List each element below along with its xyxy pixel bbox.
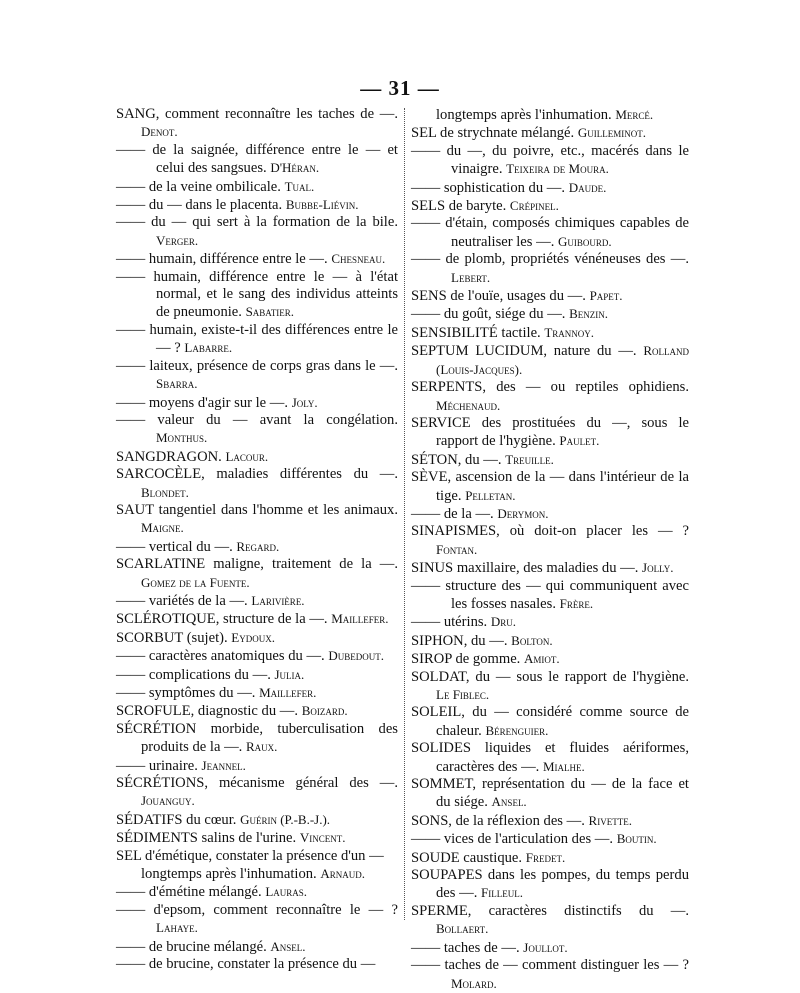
entry-author: Sabatier. — [245, 304, 295, 320]
entry-text: SCROFULE, diagnostic du —. — [116, 703, 299, 720]
entry-author: Tual. — [284, 178, 315, 194]
entry-author: Lahaye. — [156, 920, 198, 936]
index-entry — [116, 358, 398, 394]
entry-text: —— de brucine mélangé. — [116, 938, 267, 955]
entry-text: —— de plomb, propriétés vénéneuses des —. — [411, 251, 689, 268]
index-entry — [116, 829, 398, 847]
index-entry — [116, 775, 398, 811]
entry-author: Sbarra. — [156, 376, 198, 392]
index-entry — [411, 324, 689, 342]
entry-author: Maillefer. — [331, 611, 389, 627]
index-entry — [116, 757, 398, 775]
index-entry — [411, 903, 689, 939]
entry-text: SÉCRÉTIONS, mécanisme général des —. — [116, 775, 398, 792]
entry-author: Derymon. — [497, 505, 549, 521]
entry-author: Trannoy. — [544, 324, 595, 340]
index-entry — [116, 538, 398, 556]
index-entry — [116, 883, 398, 901]
entry-author: Fredet. — [525, 849, 566, 865]
entry-text: SEPTUM LUCIDUM, nature du —. — [411, 343, 637, 360]
entry-text: SCLÉROTIQUE, structure de la —. — [116, 611, 328, 628]
index-entry — [116, 178, 398, 196]
entry-text: SEL de strychnate mélangé. — [411, 125, 575, 142]
entry-text: SANGDRAGON. — [116, 448, 222, 465]
entry-text: —— du —, du poivre, etc., macérés dans le vinaigre. — [411, 142, 689, 178]
entry-author: Labarre. — [184, 340, 233, 356]
left-index-column — [116, 106, 398, 974]
entry-author: Crépinel. — [509, 198, 559, 214]
entry-text: SCARLATINE maligne, traitement de la —. — [116, 556, 398, 573]
entry-author: Dubedout. — [328, 648, 384, 664]
index-entry — [116, 448, 398, 466]
index-entry — [116, 702, 398, 720]
index-entry — [411, 415, 689, 451]
index-entry — [116, 666, 398, 684]
entry-text: —— humain, différence entre le —. — [116, 251, 328, 268]
entry-text: SÉDIMENTS salins de l'urine. — [116, 830, 297, 847]
index-entry — [411, 342, 689, 379]
entry-author: Guilleminot. — [577, 125, 646, 141]
entry-author: Méchenaud. — [436, 397, 501, 413]
entry-author: Regard. — [236, 538, 280, 554]
entry-text: SOLIDES liquides et fluides aériformes, caractères des —. — [411, 740, 689, 775]
entry-author: Filleul. — [481, 885, 523, 901]
entry-text: SARCOCÈLE, maladies différentes du —. — [116, 466, 398, 483]
index-entry — [411, 632, 689, 650]
entry-text: SOLEIL, du — considéré comme source de chaleur. — [411, 704, 689, 739]
entry-text: SENSIBILITÉ tactile. — [411, 324, 541, 341]
index-entry — [411, 776, 689, 812]
entry-text: SEL d'émétique, constater la présence d'un — — [116, 847, 384, 864]
entry-text: SOUPAPES dans les pompes, du temps perdu des —. — [411, 867, 689, 902]
index-entry — [411, 451, 689, 469]
entry-author: Verger. — [156, 232, 199, 248]
index-entry — [116, 938, 398, 956]
index-entry — [411, 939, 689, 957]
entry-author: Chesneau. — [331, 251, 386, 267]
index-entry — [411, 578, 689, 614]
entry-text: —— urinaire. — [116, 757, 198, 774]
index-entry — [411, 830, 689, 848]
index-entry — [411, 523, 689, 559]
entry-text: —— du goût, siége du —. — [411, 306, 566, 323]
entry-text: —— vices de l'articulation des —. — [411, 831, 614, 848]
entry-author: Maillefer. — [259, 685, 317, 700]
entry-text: —— complications du —. — [116, 666, 271, 683]
entry-author: Joly. — [291, 394, 318, 410]
entry-author: Papet. — [589, 288, 623, 304]
entry-author: Lauras. — [265, 884, 308, 900]
entry-author: Arnaud. — [320, 866, 365, 882]
index-entry — [411, 106, 689, 124]
entry-author: Molard. — [451, 975, 497, 991]
index-entry — [411, 124, 689, 142]
entry-author: Treuille. — [505, 451, 554, 467]
entry-text: —— d'epsom, comment reconnaître le — ? — [116, 901, 398, 918]
entry-author: Lacour. — [225, 448, 269, 464]
index-entry — [411, 867, 689, 903]
entry-author: Monthus. — [156, 430, 208, 446]
column-divider — [404, 108, 405, 920]
entry-author: Mercé. — [615, 107, 654, 122]
entry-text: SERVICE des prostituées du —, sous le rapport de l'hygiène. — [411, 414, 689, 450]
entry-author: Le Fiblec. — [436, 687, 490, 702]
entry-author: Eydoux. — [231, 629, 275, 645]
entry-text: —— caractères anatomiques du —. — [116, 648, 325, 665]
index-entry — [116, 250, 398, 268]
index-entry — [411, 704, 689, 740]
index-entry — [411, 305, 689, 323]
entry-author: Fontan. — [436, 541, 478, 557]
right-index-column — [411, 106, 689, 993]
index-entry — [116, 322, 398, 358]
entry-author: Pelletan. — [465, 487, 516, 503]
index-entry — [116, 610, 398, 628]
index-entry — [116, 214, 398, 250]
entry-text: SAUT tangentiel dans l'homme et les animaux. — [116, 501, 398, 518]
index-entry — [116, 684, 398, 702]
entry-author: Daude. — [568, 179, 607, 195]
index-entry — [411, 613, 689, 631]
entry-text: SERPENTS, des — ou reptiles ophidiens. — [411, 379, 689, 396]
entry-text: SELS de baryte. — [411, 198, 507, 215]
index-entry — [411, 469, 689, 505]
entry-author: Blondet. — [141, 484, 189, 500]
entry-author: Gomez de la Fuente. — [141, 574, 250, 590]
entry-author: Teixeira de Moura. — [506, 161, 609, 177]
entry-author: Bolton. — [511, 632, 553, 648]
entry-text: SOUDE caustique. — [411, 849, 523, 866]
index-entry — [116, 902, 398, 938]
index-entry — [411, 251, 689, 287]
index-entry — [411, 379, 689, 415]
entry-text: SIROP de gomme. — [411, 651, 521, 668]
index-entry — [411, 669, 689, 705]
entry-text: SINUS maxillaire, des maladies du —. — [411, 560, 639, 577]
entry-text: SCORBUT (sujet). — [116, 629, 228, 646]
entry-author: Lebert. — [451, 269, 491, 285]
entry-author: Dru. — [490, 614, 517, 630]
entry-author: Paulet. — [559, 433, 600, 449]
index-entry — [116, 865, 398, 883]
entry-text: SÉTON, du —. — [411, 451, 502, 468]
entry-author: Vincent. — [299, 830, 346, 846]
entry-text: —— sophistication du —. — [411, 179, 566, 196]
entry-text: —— humain, existe-t-il des différences entre le — ? — [116, 321, 398, 357]
entry-text: —— du — qui sert à la formation de la bile. — [116, 214, 398, 231]
index-entry — [116, 721, 398, 757]
index-entry — [411, 143, 689, 179]
index-entry — [411, 197, 689, 215]
page-number: — 31 — — [360, 76, 440, 100]
entry-text: —— taches de —. — [411, 939, 520, 956]
index-entry — [116, 956, 398, 973]
index-entry — [116, 556, 398, 592]
entry-text: longtemps après l'inhumation. — [436, 107, 612, 123]
entry-author: Guibourd. — [558, 233, 612, 249]
entry-text: —— moyens d'agir sur le —. — [116, 394, 289, 411]
index-entry — [411, 957, 689, 993]
entry-text: SIPHON, du —. — [411, 632, 508, 649]
index-entry — [411, 505, 689, 523]
entry-author: Benzin. — [569, 306, 609, 322]
entry-text: SINAPISMES, où doit-on placer les — ? — [411, 523, 689, 540]
entry-text: SOMMET, représentation du — de la face et du siége. — [411, 776, 689, 811]
entry-text: —— du — dans le placenta. — [116, 197, 283, 214]
entry-author: Maigne. — [141, 520, 184, 536]
index-entry — [411, 215, 689, 251]
entry-author: Guérin (P.-B.-J.). — [240, 811, 331, 827]
index-entry — [116, 412, 398, 448]
entry-author: Boizard. — [301, 703, 348, 719]
entry-text: —— de la —. — [411, 505, 494, 522]
entry-text: SPERME, caractères distinctifs du —. — [411, 902, 689, 919]
entry-text: —— vertical du —. — [116, 538, 233, 555]
entry-text: —— de la saignée, différence entre le — et celui des sangsues. — [116, 141, 398, 177]
entry-author: Ansel. — [270, 938, 306, 954]
entry-author: D'Héran. — [270, 160, 320, 176]
entry-author: Denot. — [141, 124, 178, 140]
entry-text: SANG, comment reconnaître les taches de —. — [116, 106, 398, 122]
entry-text: SENS de l'ouïe, usages du —. — [411, 288, 586, 305]
entry-author: Frère. — [559, 595, 594, 611]
entry-text: SOLDAT, du — sous le rapport de l'hygiène. — [411, 668, 689, 685]
entry-text: SÉCRÉTION morbide, tuberculisation des produits de la —. — [116, 720, 398, 756]
entry-author: Amiot. — [523, 651, 560, 667]
entry-text: —— taches de — comment distinguer les — ? — [411, 957, 689, 974]
entry-author: Bubbe-Liévin. — [285, 197, 359, 213]
entry-text: —— d'émétine mélangé. — [116, 884, 262, 901]
entry-author: Bérenguier. — [485, 722, 549, 738]
index-entry — [411, 812, 689, 830]
entry-text: —— de la veine ombilicale. — [116, 178, 281, 195]
index-entry — [116, 466, 398, 502]
entry-author: Rolland (Louis-Jacques). — [436, 343, 689, 377]
entry-text: SÈVE, ascension de la — dans l'intérieur de la tige. — [411, 469, 689, 504]
entry-author: Raux. — [246, 739, 278, 755]
entry-text: —— d'étain, composés chimiques capables de neutraliser les —. — [411, 215, 689, 250]
entry-text: —— structure des — qui communiquent avec les fosses nasales. — [411, 577, 689, 612]
entry-text: —— valeur du — avant la congélation. — [116, 411, 398, 428]
entry-author: Bollaert. — [436, 921, 489, 937]
entry-text: SONS, de la réflexion des —. — [411, 812, 585, 829]
entry-author: Boutin. — [616, 831, 657, 847]
index-entry — [116, 269, 398, 322]
entry-author: Jolly. — [642, 560, 674, 576]
index-entry — [116, 502, 398, 538]
entry-text: —— symptômes du —. — [116, 685, 256, 701]
index-entry — [411, 287, 689, 305]
entry-author: Ansel. — [491, 794, 527, 810]
index-entry — [116, 142, 398, 178]
index-entry — [411, 740, 689, 776]
entry-text: —— variétés de la —. — [116, 592, 248, 609]
entry-text: —— laiteux, présence de corps gras dans le —. — [116, 357, 398, 374]
index-entry — [116, 629, 398, 647]
index-entry — [116, 106, 398, 142]
entry-text: —— de brucine, constater la présence du — — [116, 956, 376, 973]
entry-author: Mialhe. — [542, 758, 585, 774]
index-entry — [116, 811, 398, 829]
entry-text: longtemps après l'inhumation. — [141, 866, 317, 883]
entry-author: Rivette. — [588, 812, 632, 828]
index-entry — [411, 559, 689, 577]
index-entry — [116, 592, 398, 610]
index-entry — [116, 848, 398, 865]
entry-text: —— humain, différence entre le — à l'état normal, et le sang des individus atteints de pneumonie. — [116, 268, 398, 321]
index-entry — [116, 196, 398, 214]
entry-author: Jeannel. — [201, 757, 246, 773]
entry-author: Julia. — [274, 666, 305, 682]
entry-author: Jouanguy. — [141, 793, 195, 809]
entry-text: SÉDATIFS du cœur. — [116, 811, 237, 828]
index-entry — [116, 647, 398, 665]
entry-text: —— utérins. — [411, 614, 488, 631]
index-entry — [411, 650, 689, 668]
entry-author: Larivière. — [251, 592, 305, 608]
entry-author: Joullot. — [523, 939, 568, 955]
index-entry — [116, 394, 398, 412]
index-entry — [411, 849, 689, 867]
index-entry — [411, 179, 689, 197]
